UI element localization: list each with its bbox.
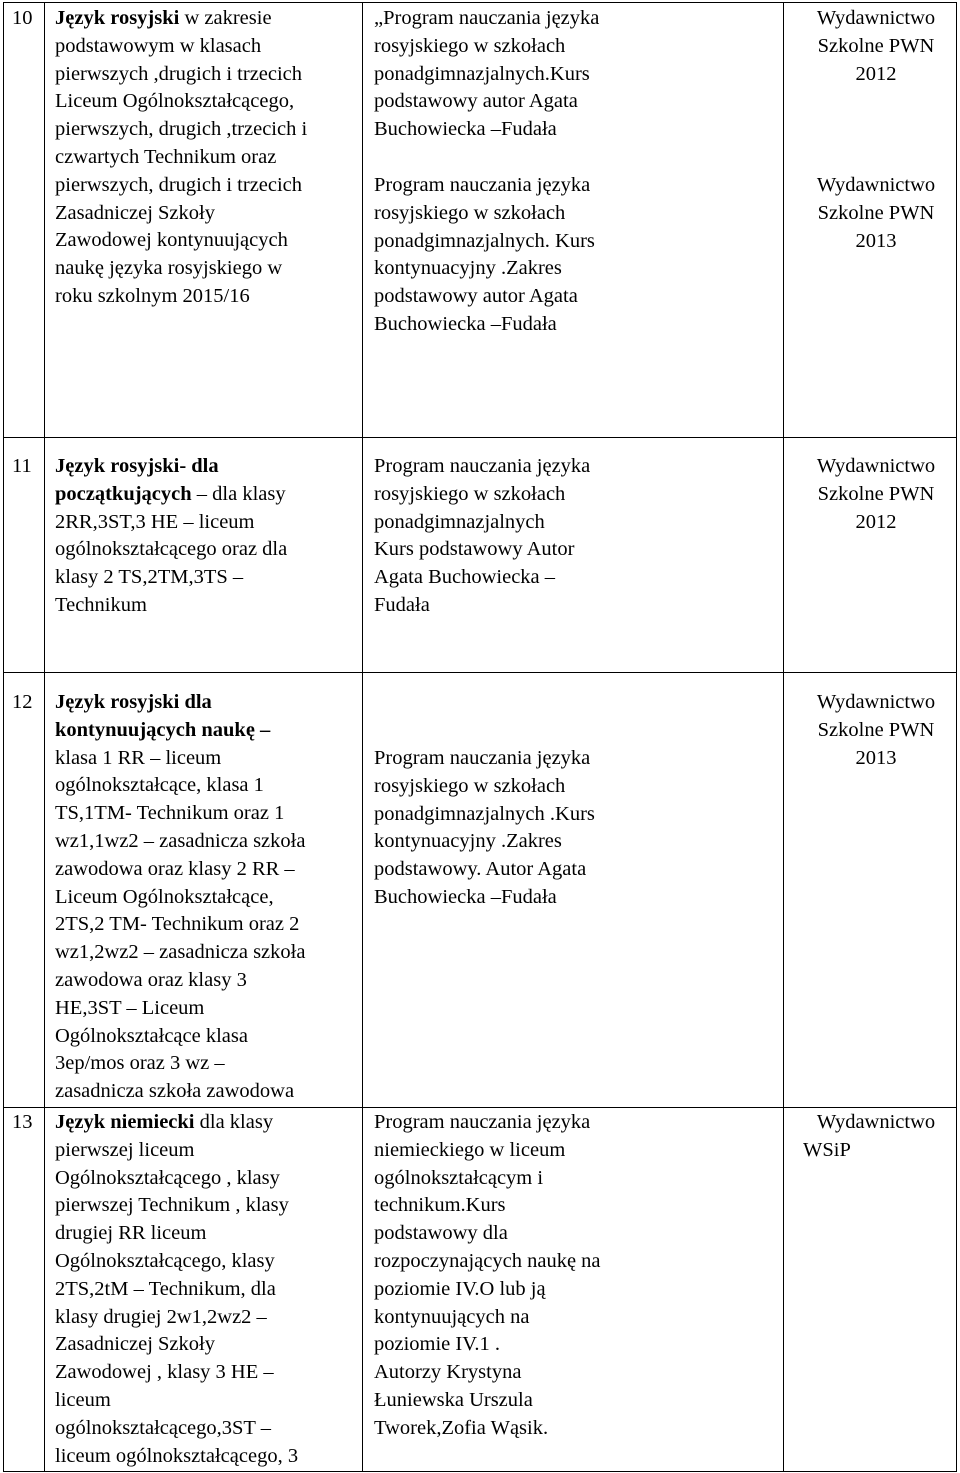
publisher-cell: Wydawnictwo Szkolne PWN 2013 xyxy=(816,691,936,769)
subject-cell: Język niemiecki dla klasy pierwszej liceum Ogólnokształcącego , klasy pierwszej Technikum , klasy drugiej RR liceum Ogólnokształcącego, klasy 2TS,2tM – Technikum, dla klasy drugiej 2w1,2wz2 – Zasadniczej Szkoły Zawodowej , klasy 3 HE – liceum ogólnokształcącego,3ST – liceum ogólnokształcącego, 3 xyxy=(55,1111,299,1467)
program-cell: „Program nauczania języka rosyjskiego w szkołach ponadgimnazjalnych.Kurs podstawowy autor Agata Buchowiecka –Fudała Program nauczania języka rosyjskiego w szkołach ponadgimnazjalnych. Kurs kontynuacyjny .Zakres podstawowy autor Agata Buchowiecka –Fudała xyxy=(374,7,600,335)
table-row-12 xyxy=(3,672,957,1108)
row-number: 11 xyxy=(12,455,32,477)
program-cell: Program nauczania języka rosyjskiego w szkołach ponadgimnazjalnych .Kurs kontynuacyjny .Zakres podstawowy. Autor Agata Buchowiecka –Fudała xyxy=(374,747,595,908)
publisher-cell: Wydawnictwo WSiP xyxy=(803,1111,936,1161)
subject-cell: Język rosyjski- dla początkujących – dla klasy 2RR,3ST,3 HE – liceum ogólnokształcącego oraz dla klasy 2 TS,2TM,3TS – Technikum xyxy=(55,455,288,616)
table-row-10 xyxy=(3,2,957,438)
row-number: 13 xyxy=(12,1111,33,1133)
subject-cell: Język rosyjski dla kontynuujących naukę – klasa 1 RR – liceum ogólnokształcące, klasa 1 TS,1TM- Technikum oraz 1 wz1,1wz2 – zasadnicza szkoła zawodowa oraz klasy 2 RR – Liceum Ogólnokształcące, 2TS,2 TM- Technikum oraz 2 wz1,2wz2 – zasadnicza szkoła zawodowa oraz klasy 3 HE,3ST – Liceum Ogólnokształcące klasa 3ep/mos oraz 3 wz – zasadnicza szkoła zawodowa xyxy=(55,691,306,1103)
publisher-cell: Wydawnictwo Szkolne PWN 2012 xyxy=(816,455,936,533)
table-row-11 xyxy=(3,437,957,673)
row-number: 10 xyxy=(12,7,33,29)
table-row-13 xyxy=(3,1107,957,1472)
publisher-cell: Wydawnictwo Szkolne PWN 2012 Wydawnictwo Szkolne PWN 2013 xyxy=(816,7,936,252)
program-cell: Program nauczania języka rosyjskiego w szkołach ponadgimnazjalnych Kurs podstawowy Autor Agata Buchowiecka – Fudała xyxy=(374,455,591,616)
row-number: 12 xyxy=(12,691,33,713)
subject-cell: Język rosyjski w zakresie podstawowym w klasach pierwszych ,drugich i trzecich Liceum Ogólnokształcącego, pierwszych, drugich ,trzecich i czwartych Technikum oraz pierwszych, drugich i trzecich Zasadniczej Szkoły Zawodowej kontynuujących naukę języka rosyjskiego w roku szkolnym 2015/16 xyxy=(55,7,308,307)
program-cell: Program nauczania języka niemieckiego w liceum ogólnokształcącym i technikum.Kurs podstawowy dla rozpoczynających naukę na poziomie IV.O lub ją kontynuujących na poziomie IV.1 . Autorzy Krystyna Łuniewska Urszula Tworek,Zofia Wąsik. xyxy=(374,1111,601,1439)
